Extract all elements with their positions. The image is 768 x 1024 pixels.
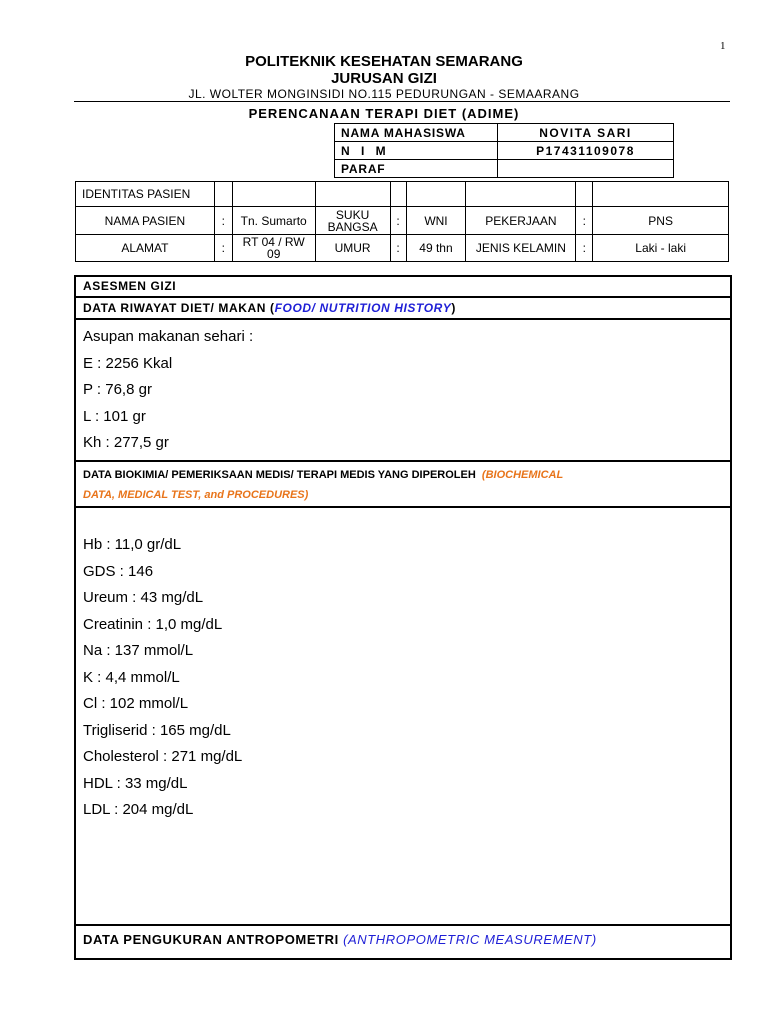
lab-line: Trigliserid : 165 mg/dL [83, 721, 231, 739]
lab-line: Cholesterol : 271 mg/dL [83, 748, 243, 765]
diet-history-label: DATA RIWAYAT DIET/ MAKAN (FOOD/ NUTRITION HISTORY) [83, 301, 456, 315]
lab-line: K : 4,4 mmol/L [83, 668, 180, 686]
age-value: 49 thn [406, 235, 466, 262]
gender-label: JENIS KELAMIN [466, 235, 576, 262]
lab-line: GDS : 146 [83, 562, 154, 580]
paraf-value [498, 160, 674, 178]
patient-name-value: Tn. Sumarto [232, 207, 315, 235]
student-name-label: NAMA MAHASISWA [335, 124, 498, 142]
lab-results-content [76, 508, 730, 926]
colon: : [390, 207, 406, 235]
intake-line: Kh : 277,5 gr [83, 434, 169, 451]
diet-history-content [76, 320, 730, 462]
form-title: PERENCANAAN TERAPI DIET (ADIME) [248, 106, 520, 121]
intake-line: E : 2256 Kkal [83, 354, 173, 372]
intake-line: L : 101 gr [83, 407, 146, 425]
address-label: ALAMAT [76, 235, 215, 262]
lab-line: Hb : 11,0 gr/dL [83, 536, 182, 553]
nim-value: P17431109078 [498, 142, 674, 160]
student-info-table [334, 123, 674, 178]
intake-line: P : 76,8 gr [83, 381, 152, 398]
institution-title: POLITEKNIK KESEHATAN SEMARANG [245, 53, 523, 70]
header-rule [74, 101, 730, 102]
colon: : [214, 207, 232, 235]
lab-line: Ureum : 43 mg/dL [83, 589, 204, 606]
biochem-header-row [76, 462, 730, 508]
biochem-label: DATA BIOKIMIA/ PEMERIKSAAN MEDIS/ TERAPI MEDIS YANG DIPEROLEH (BIOCHEMICAL DATA, MEDICAL TEST, and PROCEDURES) [83, 469, 564, 501]
diet-history-header-row [76, 298, 730, 320]
nim-label: N I M [335, 142, 498, 160]
patient-section-label: IDENTITAS PASIEN [76, 182, 215, 207]
assessment-title-row [76, 277, 730, 298]
ethnicity-label: SUKU BANGSA [315, 207, 390, 235]
occupation-label: PEKERJAAN [466, 207, 576, 235]
intake-line: Asupan makanan sehari : [83, 328, 254, 345]
lab-line: Na : 137 mmol/L [83, 642, 194, 659]
occupation-value: PNS [593, 207, 729, 235]
anthropometry-header-row [76, 926, 730, 956]
assessment-title: ASESMEN GIZI [83, 279, 177, 293]
ethnicity-value: WNI [406, 207, 466, 235]
patient-identity-table [75, 181, 729, 262]
address-line: JL. WOLTER MONGINSIDI NO.115 PEDURUNGAN - SEMAARANG [188, 87, 580, 101]
department-title: JURUSAN GIZI [331, 70, 437, 87]
lab-line: Creatinin : 1,0 mg/dL [83, 615, 223, 633]
gender-value: Laki - laki [593, 235, 729, 262]
nutrition-assessment-box [74, 275, 732, 960]
colon: : [390, 235, 406, 262]
age-label: UMUR [315, 235, 390, 262]
anthropometry-label: DATA PENGUKURAN ANTROPOMETRI (ANTHROPOMETRIC MEASUREMENT) [83, 932, 597, 947]
lab-line: HDL : 33 mg/dL [83, 774, 188, 792]
student-name-value: NOVITA SARI [498, 124, 674, 142]
patient-name-label: NAMA PASIEN [76, 207, 215, 235]
paraf-label: PARAF [335, 160, 498, 178]
lab-line: Cl : 102 mmol/L [83, 695, 189, 712]
address-value: RT 04 / RW 09 [232, 235, 315, 262]
lab-line: LDL : 204 mg/dL [83, 801, 194, 818]
colon: : [576, 235, 593, 262]
colon: : [576, 207, 593, 235]
colon: : [214, 235, 232, 262]
page-number: 1 [720, 40, 726, 52]
